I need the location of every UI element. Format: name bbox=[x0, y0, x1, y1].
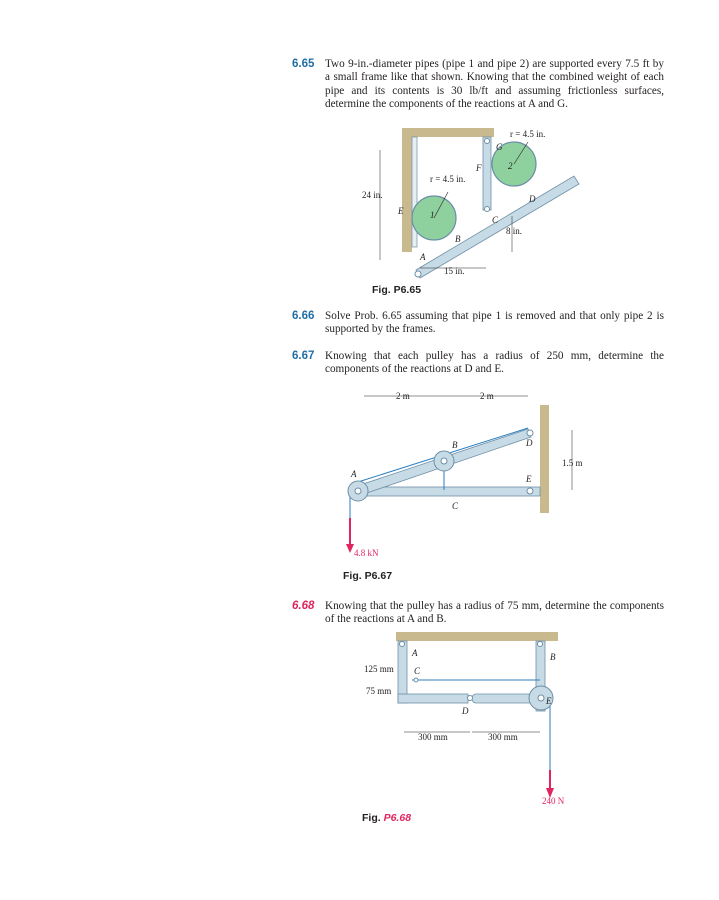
pulley-b-hub bbox=[441, 458, 447, 464]
label-pt-b: B bbox=[452, 440, 458, 450]
label-pipe-1: 1 bbox=[430, 210, 435, 220]
label-pt-b: B bbox=[455, 234, 461, 244]
label-300-left: 300 mm bbox=[418, 732, 448, 742]
caption-number: P6.65 bbox=[393, 284, 422, 296]
label-pt-b: B bbox=[550, 652, 556, 662]
figure-p6-67 bbox=[340, 390, 600, 570]
label-pt-c: C bbox=[452, 501, 459, 511]
label-75mm: 75 mm bbox=[366, 686, 392, 696]
label-pt-a: A bbox=[351, 469, 357, 479]
figure-caption-p6-65 bbox=[372, 284, 421, 296]
label-pt-a: A bbox=[420, 252, 426, 262]
pulley-a-hub bbox=[355, 488, 361, 494]
member-ae bbox=[358, 487, 540, 496]
problem-number: 6.65 bbox=[292, 58, 315, 70]
label-dim-24: 24 in. bbox=[362, 190, 383, 200]
pin-d bbox=[527, 430, 533, 436]
problem-6-67 bbox=[292, 350, 664, 377]
problem-number: 6.67 bbox=[292, 350, 315, 362]
label-1-5m: 1.5 m bbox=[562, 458, 583, 468]
label-pt-g: G bbox=[496, 142, 503, 152]
pin-a bbox=[400, 642, 405, 647]
label-dim-8: 8 in. bbox=[506, 226, 523, 236]
label-pt-d: D bbox=[526, 438, 533, 448]
label-load: 240 N bbox=[542, 796, 565, 806]
pin-c bbox=[414, 678, 418, 682]
label-pt-a: A bbox=[412, 648, 418, 658]
label-pt-d: D bbox=[462, 706, 469, 716]
problem-text: Knowing that the pulley has a radius of 75 mm, determine the components of the reactions at A and B. bbox=[325, 600, 664, 626]
problem-number: 6.66 bbox=[292, 310, 315, 322]
pulley-hub bbox=[538, 695, 544, 701]
label-pt-c: C bbox=[414, 666, 421, 676]
figure-caption-p6-67 bbox=[343, 570, 392, 582]
label-pipe-2: 2 bbox=[508, 161, 513, 171]
problem-text: Knowing that each pulley has a radius of 250 mm, determine the components of the reactions at D and E. bbox=[325, 350, 664, 376]
member-horizontal-cd bbox=[398, 694, 468, 703]
label-pt-c: C bbox=[492, 215, 499, 225]
label-pt-e: E bbox=[398, 206, 404, 216]
problem-6-68 bbox=[292, 600, 664, 627]
pin-a bbox=[415, 271, 421, 277]
label-dim-15: 15 in. bbox=[444, 266, 465, 276]
label-pt-e: E bbox=[546, 696, 552, 706]
problem-text: Solve Prob. 6.65 assuming that pipe 1 is removed and that only pipe 2 is supported by the frames. bbox=[325, 310, 664, 336]
label-300-right: 300 mm bbox=[488, 732, 518, 742]
label-125mm: 125 mm bbox=[364, 664, 394, 674]
label-load: 4.8 kN bbox=[354, 548, 379, 558]
pin-c bbox=[485, 207, 490, 212]
caption-prefix: Fig. bbox=[372, 284, 391, 296]
problem-number: 6.68 bbox=[292, 600, 315, 612]
caption-number: P6.68 bbox=[383, 812, 412, 824]
figure-caption-p6-68 bbox=[362, 812, 411, 824]
pin-d bbox=[468, 696, 473, 701]
pin-e bbox=[527, 488, 533, 494]
problem-6-65 bbox=[292, 58, 664, 112]
support-top-g bbox=[402, 128, 494, 137]
pin-g bbox=[485, 139, 490, 144]
label-r-mid: r = 4.5 in. bbox=[430, 174, 466, 184]
pin-b bbox=[538, 642, 543, 647]
label-r-top: r = 4.5 in. bbox=[510, 129, 546, 139]
caption-prefix: Fig. bbox=[362, 812, 381, 824]
figure-p6-68 bbox=[360, 632, 570, 807]
problem-6-66 bbox=[292, 310, 664, 337]
support-wall bbox=[540, 405, 549, 513]
support-ceiling bbox=[396, 632, 558, 641]
figure-p6-65 bbox=[350, 120, 650, 290]
label-pt-f: F bbox=[476, 163, 482, 173]
problem-text: Two 9-in.-diameter pipes (pipe 1 and pipe 2) are supported every 7.5 ft by a small frame like that shown. Knowing that the combined weight of each pipe and its contents is 30 lb/ft and assuming frictionless surfaces, determine the components of the reactions at A and G. bbox=[325, 58, 664, 111]
support-wall-e bbox=[402, 128, 412, 252]
label-2m-right: 2 m bbox=[480, 391, 494, 401]
label-2m-left: 2 m bbox=[396, 391, 410, 401]
member-gc bbox=[483, 137, 491, 210]
caption-prefix: Fig. bbox=[343, 570, 362, 582]
label-pt-d: D bbox=[529, 194, 536, 204]
label-pt-e: E bbox=[526, 474, 532, 484]
caption-number: P6.67 bbox=[364, 570, 393, 582]
